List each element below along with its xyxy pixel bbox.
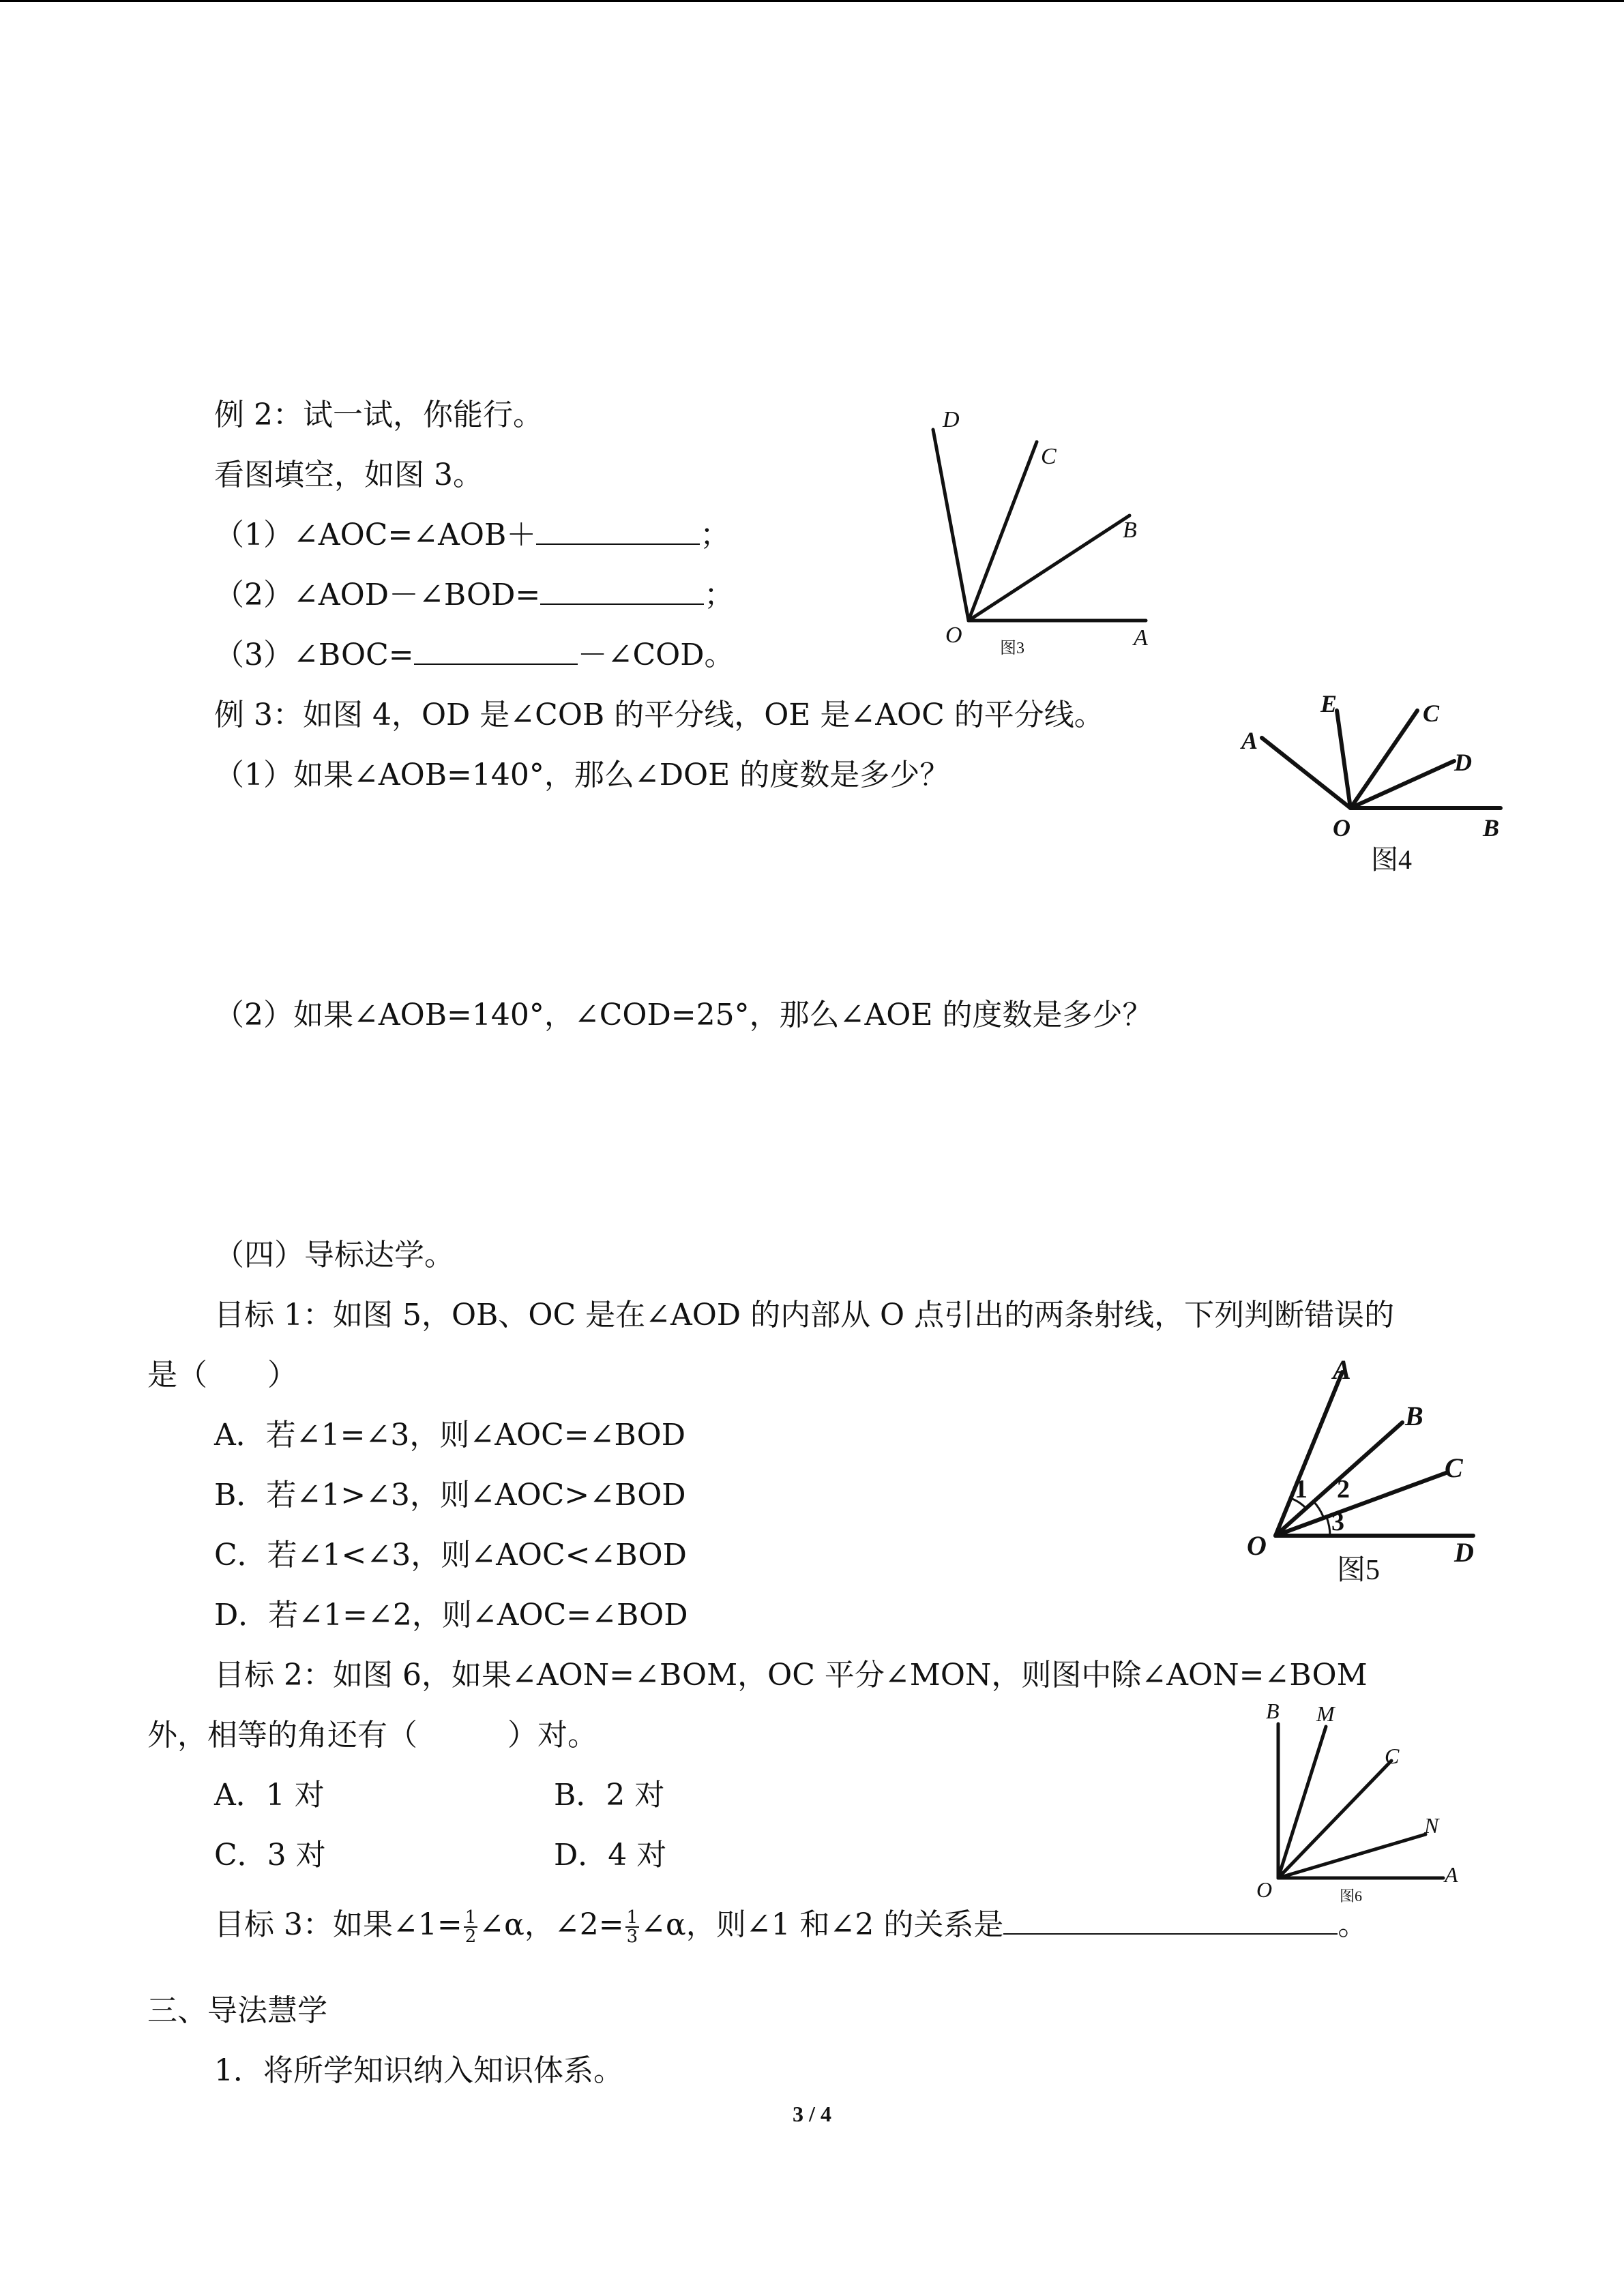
- example3-q1: （1）如果∠AOB=140°，那么∠DOE 的度数是多少？: [214, 758, 950, 792]
- ray-oe: [1337, 711, 1350, 808]
- section4-heading: （四）导标达学。: [214, 1238, 454, 1272]
- goal1-line2: 是（ ）: [147, 1358, 297, 1392]
- fraction-denominator: 3: [626, 1926, 638, 1947]
- label-e: E: [1320, 690, 1338, 717]
- goal2-option-c: C．3 对: [214, 1838, 326, 1873]
- caption-fig4: 图4: [1371, 844, 1412, 875]
- angle-label-1: 1: [1295, 1475, 1308, 1504]
- angle-label-2: 2: [1337, 1475, 1350, 1504]
- label-a: A: [1241, 727, 1258, 754]
- goal2-option-b: B．2 对: [554, 1778, 665, 1813]
- goal3-pre: 目标 3：如果∠1=: [214, 1907, 462, 1942]
- example2-intro: 看图填空，如图 3。: [214, 458, 483, 492]
- goal2-line2: 外，相等的角还有（ ）对。: [147, 1718, 597, 1753]
- example2-q2-text: （2）∠AOD－∠BOD=: [214, 578, 541, 612]
- fraction-numerator: 1: [464, 1907, 477, 1928]
- goal3-mid1: ∠α，∠2=: [479, 1907, 624, 1942]
- label-a: A: [1134, 625, 1148, 651]
- fraction-denominator: 2: [464, 1926, 477, 1947]
- goal1-option-d: D．若∠1=∠2，则∠AOC=∠BOD: [214, 1598, 688, 1632]
- fraction-one-third: [625, 1909, 640, 1945]
- label-b: B: [1123, 518, 1137, 543]
- label-b: B: [1483, 814, 1500, 841]
- goal1-option-b: B．若∠1>∠3，则∠AOC>∠BOD: [214, 1478, 686, 1512]
- ray-oc: [969, 442, 1037, 621]
- label-o: O: [1333, 814, 1350, 841]
- figure-3: [928, 402, 1173, 661]
- caption-fig6: 图6: [1340, 1888, 1363, 1905]
- goal2-option-d: D．4 对: [554, 1838, 667, 1873]
- goal3-end: 。: [1338, 1907, 1368, 1942]
- goal3-mid2: ∠α，则∠1 和∠2 的关系是: [640, 1907, 1004, 1942]
- goal1-option-a: A．若∠1=∠3，则∠AOC=∠BOD: [214, 1418, 685, 1452]
- goal1-line1: 目标 1：如图 5，OB、OC 是在∠AOD 的内部从 O 点引出的两条射线，下列判断错误的: [214, 1298, 1395, 1332]
- label-c: C: [1041, 444, 1057, 469]
- figure-5: [1241, 1357, 1514, 1596]
- example2-q3-text: （3）∠BOC=: [214, 638, 414, 672]
- ray-ob: [969, 516, 1130, 621]
- example3-title: 例 3：如图 4，OD 是∠COB 的平分线，OE 是∠AOC 的平分线。: [214, 698, 1104, 732]
- angle-arc-3: [1327, 1517, 1330, 1536]
- label-d: D: [943, 407, 960, 432]
- label-c: C: [1385, 1744, 1400, 1768]
- label-a: A: [1445, 1862, 1458, 1887]
- example2-q3-end: －∠COD。: [577, 638, 735, 672]
- label-d: D: [1454, 749, 1472, 776]
- label-b: B: [1266, 1699, 1280, 1723]
- label-o: O: [1247, 1530, 1267, 1561]
- figure-6: [1255, 1698, 1480, 1916]
- caption-fig3: 图3: [1000, 640, 1024, 657]
- label-o: O: [945, 623, 962, 648]
- goal2-line1: 目标 2：如图 6，如果∠AON=∠BOM，OC 平分∠MON，则图中除∠AON=∠BOM: [214, 1658, 1368, 1693]
- label-c: C: [1423, 700, 1440, 727]
- label-o: O: [1256, 1877, 1273, 1902]
- page-number: 3 / 4: [793, 2102, 831, 2126]
- fraction-numerator: 1: [626, 1907, 638, 1928]
- example2-q2: [214, 576, 734, 615]
- example3-q2: （2）如果∠AOB=140°，∠COD=25°，那么∠AOE 的度数是多少？: [214, 998, 1153, 1032]
- example2-q2-end: ；: [704, 578, 735, 612]
- section3-heading: 三、导法慧学: [147, 1993, 327, 2028]
- top-border: [0, 0, 1624, 2]
- angle-arc-2: [1314, 1502, 1323, 1517]
- ray-od: [933, 430, 969, 621]
- fraction-one-half: [464, 1909, 478, 1945]
- goal3: [214, 1903, 1368, 1948]
- label-m: M: [1316, 1701, 1335, 1726]
- goal1-option-c: C．若∠1<∠3，则∠AOC<∠BOD: [214, 1538, 687, 1572]
- label-c: C: [1445, 1452, 1463, 1483]
- example2-title: 例 2：试一试，你能行。: [214, 398, 543, 432]
- answer-blank[interactable]: [540, 576, 704, 605]
- example2-q1: [214, 516, 730, 555]
- label-n: N: [1424, 1813, 1439, 1838]
- section3-item1: 1．将所学知识纳入知识体系。: [214, 2053, 623, 2088]
- example2-q1-end: ；: [700, 518, 730, 552]
- label-b: B: [1405, 1401, 1423, 1431]
- angle-label-3: 3: [1331, 1508, 1344, 1536]
- example2-q1-text: （1）∠AOC=∠AOB＋: [214, 518, 537, 552]
- example2-q3: [214, 636, 735, 675]
- label-d: D: [1454, 1537, 1474, 1568]
- answer-blank[interactable]: [414, 636, 578, 665]
- ray-oa: [1262, 738, 1350, 808]
- figure-4: [1235, 689, 1521, 880]
- goal2-option-a: A．1 对: [214, 1778, 325, 1813]
- label-a: A: [1333, 1357, 1351, 1385]
- answer-blank[interactable]: [536, 516, 700, 545]
- caption-fig5: 图5: [1337, 1555, 1381, 1586]
